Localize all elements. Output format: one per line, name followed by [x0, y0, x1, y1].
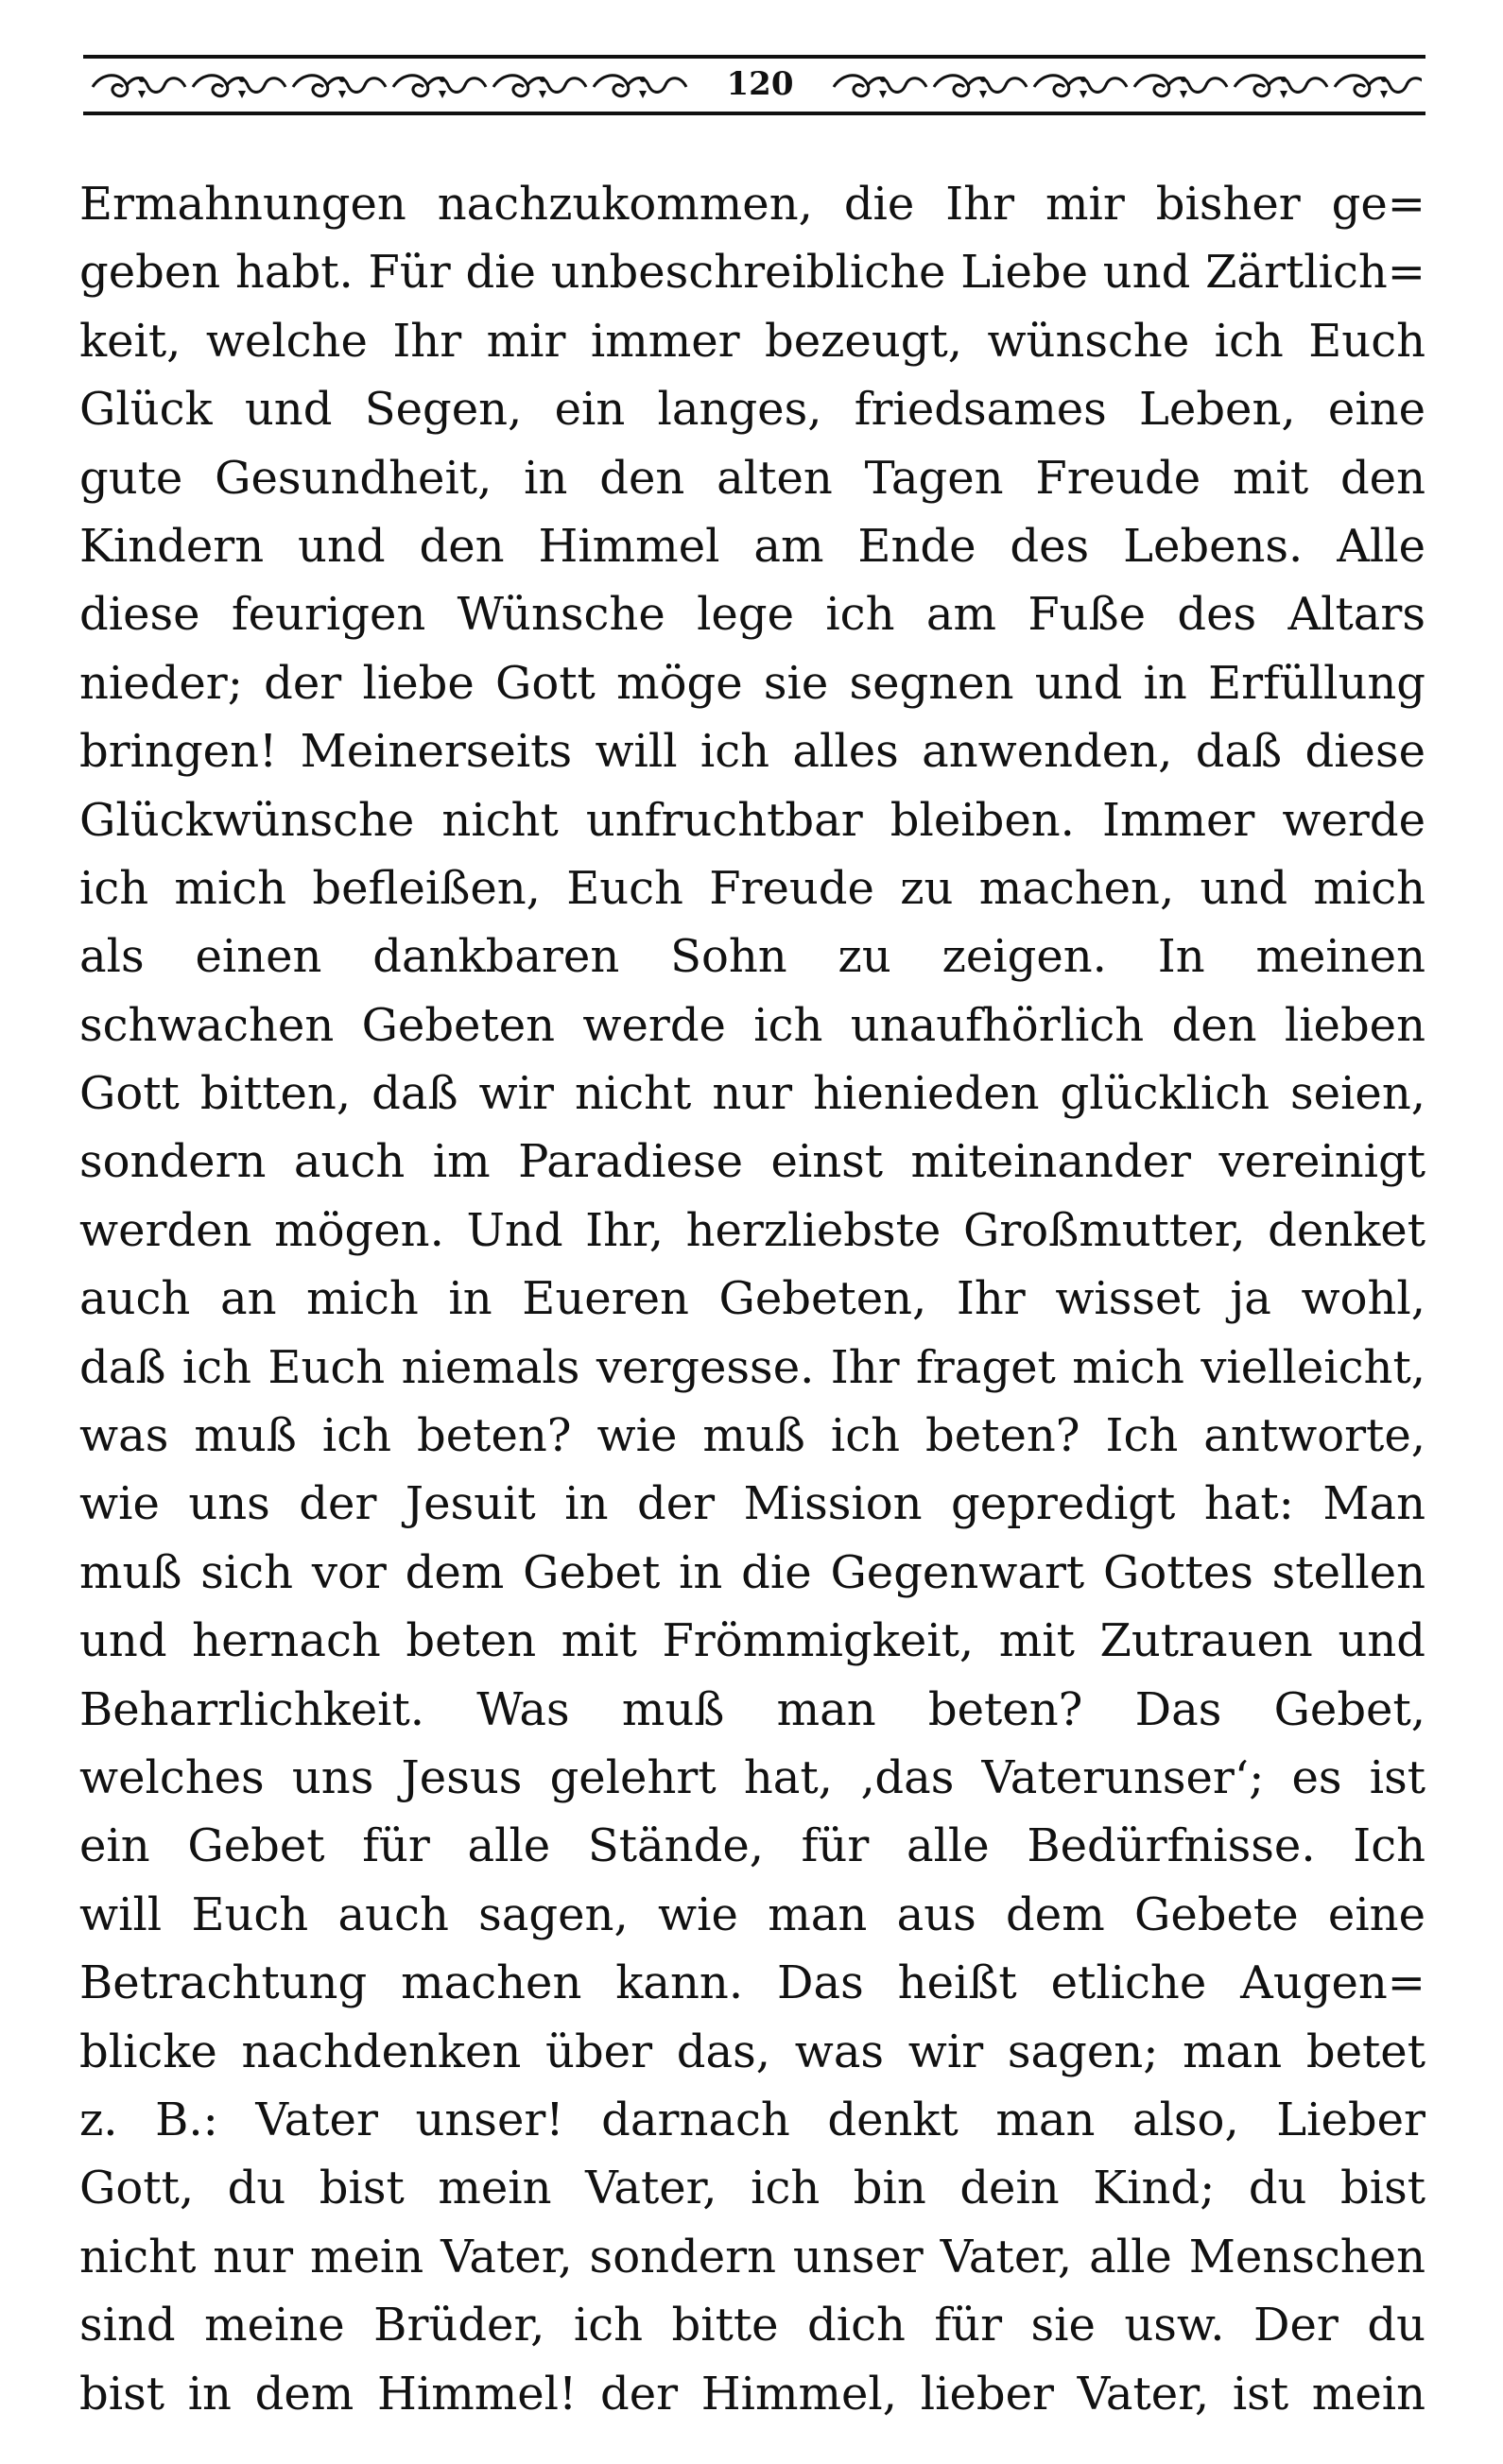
text-line: nicht nur mein Vater, sondern unser Vater, alle Menschen — [79, 2230, 1425, 2283]
text-line: will Euch auch sagen, wie man aus dem Gebete eine — [79, 1887, 1425, 1941]
text-line: auch an mich in Eueren Gebeten, Ihr wisset ja wohl, — [79, 1272, 1425, 1326]
text-line: z. B.: Vater unser! darnach denkt man also, Lieber — [79, 2093, 1425, 2146]
text-line: blicke nachdenken über das, was wir sagen; man betet — [79, 2025, 1425, 2078]
ornament-right — [830, 66, 1422, 106]
text-line: sind meine Brüder, ich bitte dich für sie usw. Der du — [79, 2299, 1425, 2352]
text-line: Gott bitten, daß wir nicht nur hienieden glücklich seien, — [79, 1067, 1425, 1121]
text-line: welches uns Jesus gelehrt hat, ‚das Vaterunser‘; es ist — [79, 1750, 1425, 1804]
text-line: gute Gesundheit, in den alten Tagen Freude mit den — [79, 451, 1425, 505]
text-line: diese feurigen Wünsche lege ich am Fuße des Altars — [79, 588, 1425, 642]
text-line: geben habt. Für die unbeschreibliche Liebe und Zärtlich= — [79, 246, 1425, 300]
page-number: 120 — [726, 65, 794, 103]
text-line: muß sich vor dem Gebet in die Gegenwart Gottes stellen — [79, 1545, 1425, 1599]
text-line: Glück und Segen, ein langes, friedsames Leben, eine — [79, 383, 1425, 437]
text-line: ich mich befleißen, Euch Freude zu machen, und mich — [79, 861, 1425, 915]
text-line: als einen dankbaren Sohn zu zeigen. In meinen — [79, 930, 1425, 984]
text-line: Beharrlichkeit. Was muß man beten? Das Gebet, — [79, 1682, 1425, 1736]
text-line: Glückwünsche nicht unfruchtbar bleiben. Immer werde — [79, 793, 1425, 847]
text-line: keit, welche Ihr mir immer bezeugt, wünsche ich Euch — [79, 314, 1425, 368]
text-line: Gott, du bist mein Vater, ich bin dein Kind; du bist — [79, 2162, 1425, 2215]
text-line: was muß ich beten? wie muß ich beten? Ich antworte, — [79, 1409, 1425, 1463]
text-line: bist in dem Himmel! der Himmel, lieber Vater, ist mein — [79, 2367, 1425, 2421]
header-rule-bottom — [83, 112, 1425, 115]
text-line: ein Gebet für alle Stände, für alle Bedürfnisse. Ich — [79, 1819, 1425, 1873]
text-line: Betrachtung machen kann. Das heißt etliche Augen= — [79, 1956, 1425, 2010]
text-line: bringen! Meinerseits will ich alles anwenden, daß diese — [79, 725, 1425, 779]
text-line: nieder; der liebe Gott möge sie segnen und in Erfüllung — [79, 656, 1425, 710]
page-header — [83, 55, 1425, 121]
text-line: werden mögen. Und Ihr, herzliebste Großmutter, denket — [79, 1203, 1425, 1257]
text-line: Kindern und den Himmel am Ende des Lebens. Alle — [79, 519, 1425, 573]
text-line: schwachen Gebeten werde ich unaufhörlich den lieben — [79, 998, 1425, 1052]
text-line: wie uns der Jesuit in der Mission gepredigt hat: Man — [79, 1477, 1425, 1531]
ornament-left — [89, 66, 690, 106]
text-line: Ermahnungen nachzukommen, die Ihr mir bisher ge= — [79, 178, 1425, 231]
header-rule-top — [83, 55, 1425, 59]
text-line: sondern auch im Paradiese einst miteinander vereinigt — [79, 1135, 1425, 1189]
text-line: daß ich Euch niemals vergesse. Ihr fraget mich vielleicht, — [79, 1340, 1425, 1394]
body-text — [79, 170, 1425, 2428]
text-line: und hernach beten mit Frömmigkeit, mit Zutrauen und — [79, 1614, 1425, 1668]
